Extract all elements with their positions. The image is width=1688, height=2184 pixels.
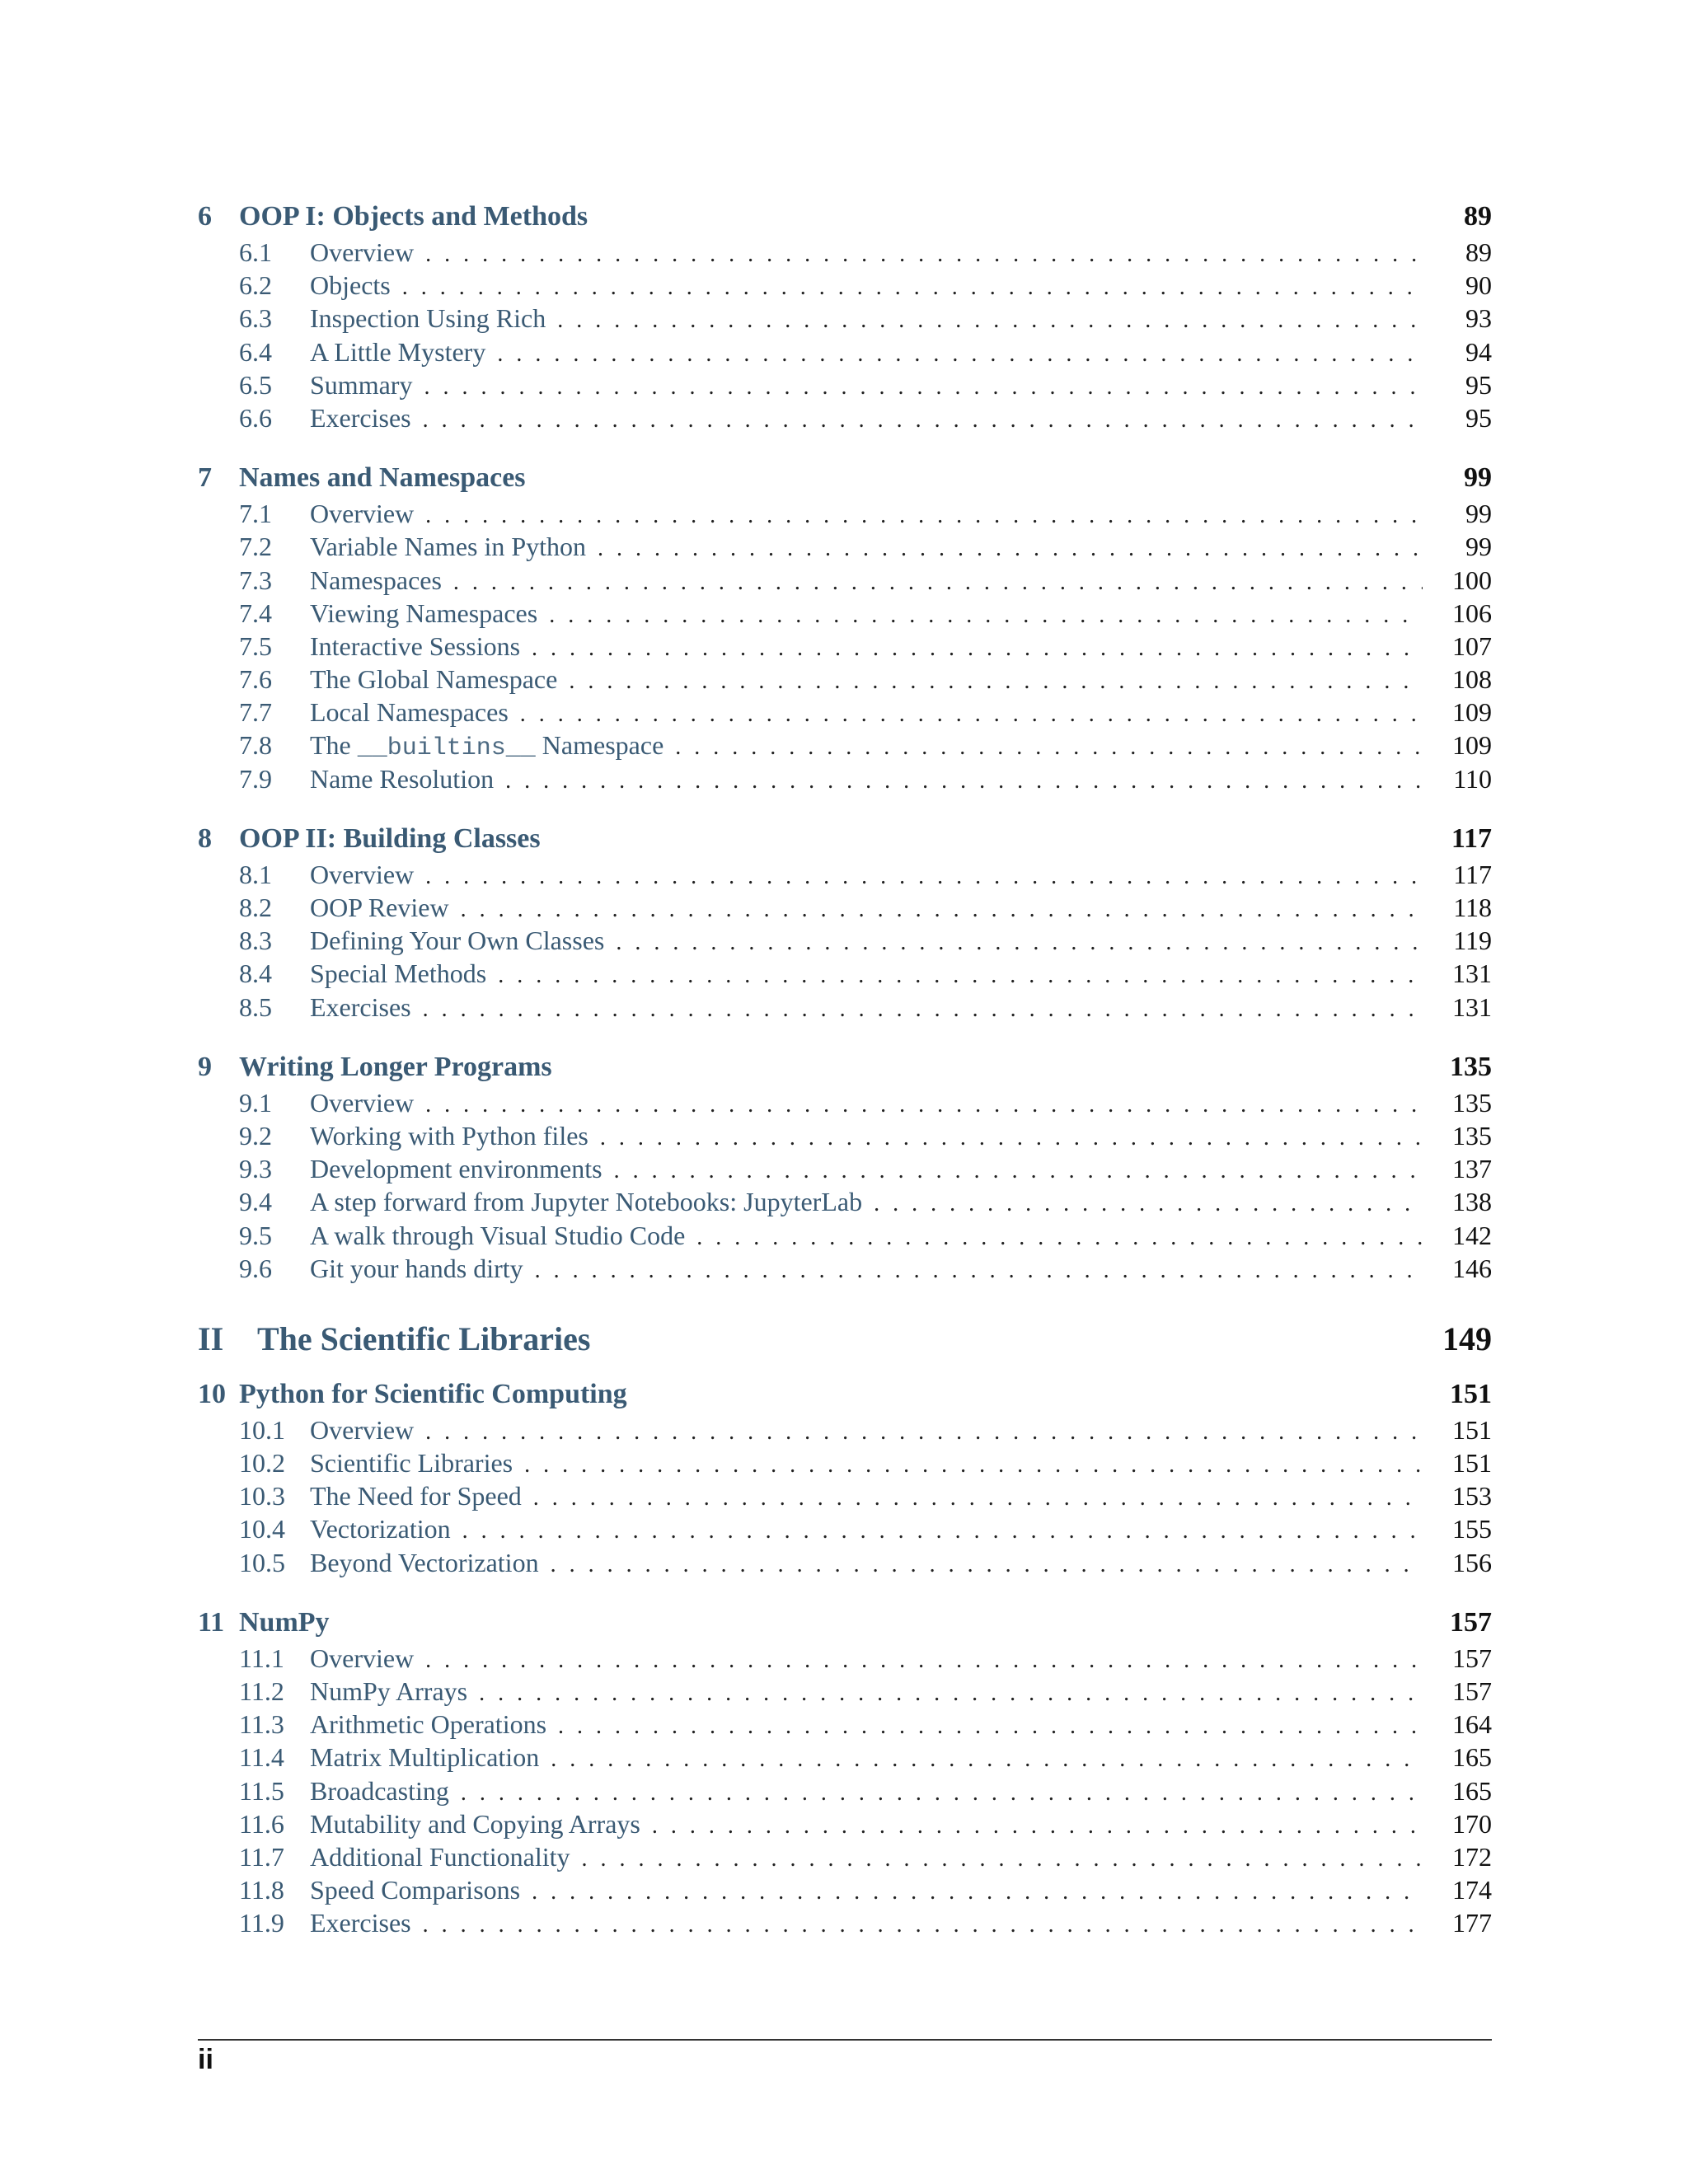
section-title-link[interactable]: Git your hands dirty bbox=[310, 1253, 523, 1283]
section-number: 6.6 bbox=[239, 402, 272, 433]
dot-leader bbox=[497, 338, 1423, 371]
section-title-link[interactable]: Local Namespaces bbox=[310, 697, 509, 728]
section-page-number: 164 bbox=[1452, 1709, 1492, 1740]
section-number: 8.4 bbox=[239, 958, 272, 989]
section-title-link[interactable]: Beyond Vectorization bbox=[310, 1547, 539, 1577]
section-number: 11.9 bbox=[239, 1908, 284, 1938]
dot-leader bbox=[424, 371, 1423, 404]
section-page-number: 142 bbox=[1452, 1220, 1492, 1250]
section-number: 11.5 bbox=[239, 1775, 284, 1806]
section-title-link[interactable] bbox=[310, 729, 663, 765]
dot-leader bbox=[425, 860, 1423, 893]
section-page-number: 177 bbox=[1452, 1908, 1492, 1938]
section-page-number: 165 bbox=[1452, 1775, 1492, 1806]
section-entry[interactable] bbox=[198, 1708, 1492, 1741]
section-title-link[interactable]: Additional Functionality bbox=[310, 1841, 570, 1872]
section-page-number: 153 bbox=[1452, 1481, 1492, 1511]
section-title-link[interactable]: Defining Your Own Classes bbox=[310, 926, 605, 956]
section-entry[interactable] bbox=[198, 497, 1492, 530]
chapter-page-number: 135 bbox=[1450, 1051, 1492, 1082]
section-title-link[interactable]: Broadcasting bbox=[310, 1775, 449, 1806]
section-number: 6.1 bbox=[239, 237, 272, 267]
section-page-number: 135 bbox=[1452, 1120, 1492, 1151]
section-number: 7.7 bbox=[239, 697, 272, 728]
dot-leader bbox=[462, 1515, 1423, 1548]
dot-leader bbox=[675, 731, 1423, 764]
section-title-link[interactable]: A Little Mystery bbox=[310, 336, 486, 367]
section-title-link[interactable]: Scientific Libraries bbox=[310, 1448, 513, 1479]
section-entry[interactable] bbox=[198, 1642, 1492, 1675]
part-page-number: 149 bbox=[1442, 1319, 1492, 1357]
section-number: 9.4 bbox=[239, 1187, 272, 1217]
chapter-number: 7 bbox=[198, 462, 212, 494]
section-title-link[interactable]: Overview bbox=[310, 237, 415, 267]
section-title-link[interactable]: Viewing Namespaces bbox=[310, 598, 538, 628]
dot-leader bbox=[461, 893, 1423, 926]
dot-leader bbox=[402, 271, 1423, 304]
section-title-pre: The bbox=[310, 730, 358, 761]
section-number: 11.8 bbox=[239, 1875, 284, 1905]
section-page-number: 135 bbox=[1452, 1087, 1492, 1118]
part-heading[interactable] bbox=[198, 1315, 1492, 1364]
section-entry[interactable] bbox=[198, 302, 1492, 335]
section-page-number: 94 bbox=[1465, 336, 1492, 367]
section-title-link[interactable]: Exercises bbox=[310, 991, 411, 1022]
section-number: 11.7 bbox=[239, 1841, 284, 1872]
part-title[interactable]: The Scientific Libraries bbox=[257, 1319, 591, 1357]
section-number: 9.2 bbox=[239, 1120, 272, 1151]
section-number: 9.5 bbox=[239, 1220, 272, 1250]
section-number: 7.6 bbox=[239, 664, 272, 695]
section-entry[interactable] bbox=[198, 1185, 1492, 1218]
section-page-number: 93 bbox=[1465, 303, 1492, 334]
section-number: 9.6 bbox=[239, 1253, 272, 1283]
dot-leader bbox=[505, 765, 1423, 798]
section-title-link[interactable]: Exercises bbox=[310, 402, 411, 433]
section-entry[interactable] bbox=[198, 1479, 1492, 1512]
section-number: 10.5 bbox=[239, 1547, 285, 1577]
section-number: 7.1 bbox=[239, 499, 272, 529]
section-title-link[interactable]: Overview bbox=[310, 1414, 415, 1445]
section-number: 9.1 bbox=[239, 1087, 272, 1118]
section-entry[interactable] bbox=[198, 1807, 1492, 1840]
section-number: 8.3 bbox=[239, 926, 272, 956]
chapter-page-number: 117 bbox=[1451, 823, 1492, 854]
section-page-number: 118 bbox=[1453, 893, 1492, 922]
chapter-title-link[interactable]: OOP II: Building Classes bbox=[239, 823, 541, 854]
section-number: 6.2 bbox=[239, 270, 272, 301]
section-page-number: 131 bbox=[1452, 958, 1492, 989]
dot-leader bbox=[461, 1777, 1423, 1810]
section-entry[interactable] bbox=[198, 269, 1492, 302]
section-number: 10.1 bbox=[239, 1414, 285, 1445]
chapter-page-number: 157 bbox=[1450, 1606, 1492, 1638]
section-entry[interactable] bbox=[198, 1774, 1492, 1807]
section-entry[interactable] bbox=[198, 564, 1492, 597]
section-title-link[interactable]: A walk through Visual Studio Code bbox=[310, 1220, 686, 1250]
section-page-number: 138 bbox=[1452, 1187, 1492, 1217]
chapter-title-link[interactable]: Names and Namespaces bbox=[239, 462, 526, 494]
chapter-title-link[interactable]: OOP I: Objects and Methods bbox=[239, 201, 588, 232]
section-entry[interactable] bbox=[198, 630, 1492, 663]
section-entry[interactable] bbox=[198, 1512, 1492, 1545]
table-of-contents bbox=[198, 198, 1492, 1965]
section-number: 6.5 bbox=[239, 369, 272, 400]
section-page-number: 95 bbox=[1465, 402, 1492, 433]
dot-leader bbox=[614, 1155, 1423, 1188]
dot-leader bbox=[549, 599, 1423, 632]
chapter-9 bbox=[198, 1048, 1492, 1285]
section-entry[interactable] bbox=[198, 1119, 1492, 1152]
section-page-number: 157 bbox=[1452, 1676, 1492, 1706]
section-number: 11.1 bbox=[239, 1643, 284, 1673]
section-entry[interactable] bbox=[198, 1446, 1492, 1479]
section-page-number: 100 bbox=[1452, 565, 1492, 595]
section-number: 8.5 bbox=[239, 991, 272, 1022]
section-number: 6.4 bbox=[239, 336, 272, 367]
section-page-number: 157 bbox=[1452, 1643, 1492, 1673]
chapter-10 bbox=[198, 1376, 1492, 1579]
chapter-heading[interactable] bbox=[198, 1048, 1492, 1086]
section-title-link[interactable]: Mutability and Copying Arrays bbox=[310, 1808, 640, 1839]
dot-leader bbox=[551, 1549, 1423, 1582]
section-title-post: Namespace bbox=[535, 730, 664, 761]
section-title-link[interactable]: A step forward from Jupyter Notebooks: JupyterLab bbox=[310, 1187, 863, 1217]
chapter-page-number: 89 bbox=[1464, 201, 1492, 232]
chapter-group-b bbox=[198, 1376, 1492, 1940]
dot-leader bbox=[425, 1644, 1423, 1677]
dot-leader bbox=[532, 632, 1423, 665]
dot-leader bbox=[425, 1089, 1423, 1122]
section-number: 10.3 bbox=[239, 1481, 285, 1511]
section-title-link[interactable]: The Need for Speed bbox=[310, 1481, 522, 1511]
chapter-page-number: 99 bbox=[1464, 462, 1492, 494]
chapter-heading[interactable] bbox=[198, 1376, 1492, 1413]
section-number: 11.3 bbox=[239, 1709, 284, 1740]
dot-leader bbox=[498, 959, 1423, 992]
section-entry[interactable] bbox=[198, 1675, 1492, 1708]
section-title-code: __builtins__ bbox=[357, 734, 536, 763]
section-entry[interactable] bbox=[198, 1546, 1492, 1579]
section-entry[interactable] bbox=[198, 368, 1492, 401]
dot-leader bbox=[558, 1710, 1423, 1743]
section-page-number: 172 bbox=[1452, 1841, 1492, 1872]
dot-leader bbox=[557, 304, 1423, 337]
section-page-number: 170 bbox=[1452, 1808, 1492, 1839]
chapter-group-a bbox=[198, 198, 1492, 1285]
dot-leader bbox=[423, 1909, 1423, 1942]
section-page-number: 146 bbox=[1452, 1253, 1492, 1283]
dot-leader bbox=[425, 499, 1423, 532]
chapter-number: 8 bbox=[198, 823, 212, 854]
chapter-number: 9 bbox=[198, 1051, 212, 1082]
section-page-number: 106 bbox=[1452, 598, 1492, 628]
section-number: 9.3 bbox=[239, 1154, 272, 1184]
section-entry[interactable] bbox=[198, 1873, 1492, 1906]
section-entry[interactable] bbox=[198, 663, 1492, 696]
chapter-heading[interactable] bbox=[198, 198, 1492, 236]
section-title-link[interactable]: Overview bbox=[310, 499, 415, 529]
section-title-link[interactable]: Working with Python files bbox=[310, 1120, 588, 1151]
section-page-number: 151 bbox=[1452, 1414, 1492, 1445]
section-entry[interactable] bbox=[198, 957, 1492, 990]
chapter-number: 10 bbox=[198, 1378, 226, 1409]
chapter-title-link[interactable]: NumPy bbox=[239, 1606, 330, 1638]
chapter-heading[interactable] bbox=[198, 459, 1492, 497]
chapter-heading[interactable] bbox=[198, 1604, 1492, 1642]
section-title-link[interactable]: Overview bbox=[310, 859, 415, 889]
section-title-link[interactable]: Arithmetic Operations bbox=[310, 1709, 547, 1740]
section-page-number: 109 bbox=[1452, 697, 1492, 728]
dot-leader bbox=[582, 1843, 1423, 1876]
section-entry[interactable] bbox=[198, 1413, 1492, 1446]
dot-leader bbox=[532, 1876, 1423, 1909]
dot-leader bbox=[616, 926, 1423, 959]
section-page-number: 119 bbox=[1453, 926, 1492, 956]
section-entry[interactable] bbox=[198, 1152, 1492, 1185]
section-page-number: 156 bbox=[1452, 1547, 1492, 1577]
section-title-link[interactable]: Matrix Multiplication bbox=[310, 1742, 540, 1773]
section-entry[interactable] bbox=[198, 1906, 1492, 1939]
dot-leader bbox=[425, 1416, 1423, 1449]
section-page-number: 151 bbox=[1452, 1448, 1492, 1479]
section-page-number: 99 bbox=[1465, 499, 1492, 529]
section-page-number: 110 bbox=[1453, 763, 1492, 794]
section-page-number: 155 bbox=[1452, 1514, 1492, 1544]
dot-leader bbox=[425, 238, 1423, 271]
section-entry[interactable] bbox=[198, 858, 1492, 891]
dot-leader bbox=[535, 1254, 1423, 1287]
section-title-link[interactable]: Variable Names in Python bbox=[310, 532, 587, 562]
section-entry[interactable] bbox=[198, 1840, 1492, 1873]
section-number: 7.4 bbox=[239, 598, 272, 628]
section-number: 8.1 bbox=[239, 859, 272, 889]
dot-leader bbox=[423, 993, 1423, 1026]
section-title-link[interactable]: Name Resolution bbox=[310, 763, 495, 794]
section-title-link[interactable]: Special Methods bbox=[310, 958, 487, 989]
section-title-link[interactable]: Exercises bbox=[310, 1908, 411, 1938]
section-number: 7.8 bbox=[239, 730, 272, 761]
dot-leader bbox=[598, 532, 1423, 565]
chapter-title-link[interactable]: Python for Scientific Computing bbox=[239, 1378, 627, 1409]
section-title-link[interactable]: Interactive Sessions bbox=[310, 630, 521, 661]
section-title-link[interactable]: The Global Namespace bbox=[310, 664, 558, 695]
dot-leader bbox=[652, 1810, 1423, 1843]
section-title-link[interactable]: Development environments bbox=[310, 1154, 603, 1184]
section-entry[interactable] bbox=[198, 530, 1492, 563]
section-page-number: 108 bbox=[1452, 664, 1492, 695]
section-number: 7.5 bbox=[239, 630, 272, 661]
section-title-link[interactable]: Overview bbox=[310, 1087, 415, 1118]
chapter-8 bbox=[198, 820, 1492, 1024]
dot-leader bbox=[479, 1677, 1423, 1710]
dot-leader bbox=[524, 1449, 1423, 1482]
section-number: 8.2 bbox=[239, 893, 272, 922]
chapter-6 bbox=[198, 198, 1492, 434]
section-entry[interactable] bbox=[198, 1219, 1492, 1252]
section-page-number: 174 bbox=[1452, 1875, 1492, 1905]
part-number: II bbox=[198, 1319, 224, 1357]
dot-leader bbox=[569, 665, 1423, 698]
section-entry[interactable] bbox=[198, 729, 1492, 762]
section-page-number: 99 bbox=[1465, 532, 1492, 562]
section-number: 6.3 bbox=[239, 303, 272, 334]
section-page-number: 137 bbox=[1452, 1154, 1492, 1184]
dot-leader bbox=[423, 404, 1423, 437]
section-entry[interactable] bbox=[198, 401, 1492, 434]
section-page-number: 117 bbox=[1453, 859, 1492, 889]
section-entry[interactable] bbox=[198, 1741, 1492, 1774]
dot-leader bbox=[533, 1482, 1423, 1515]
footer-page-number: ii bbox=[198, 2044, 213, 2075]
section-number: 10.4 bbox=[239, 1514, 285, 1544]
section-number: 11.6 bbox=[239, 1808, 284, 1839]
section-title-link[interactable]: NumPy Arrays bbox=[310, 1676, 468, 1706]
section-page-number: 95 bbox=[1465, 369, 1492, 400]
section-entry[interactable] bbox=[198, 236, 1492, 269]
dot-leader bbox=[874, 1188, 1423, 1221]
section-title-link[interactable]: Vectorization bbox=[310, 1514, 451, 1544]
section-page-number: 90 bbox=[1465, 270, 1492, 301]
section-number: 11.2 bbox=[239, 1676, 284, 1706]
section-title-link[interactable]: Namespaces bbox=[310, 565, 442, 595]
section-entry[interactable] bbox=[198, 924, 1492, 957]
section-entry[interactable] bbox=[198, 597, 1492, 630]
section-page-number: 109 bbox=[1452, 730, 1492, 761]
section-number: 10.2 bbox=[239, 1448, 285, 1479]
footer-divider bbox=[198, 2039, 1492, 2041]
section-entry[interactable] bbox=[198, 696, 1492, 729]
section-title-link[interactable]: Inspection Using Rich bbox=[310, 303, 546, 334]
section-page-number: 131 bbox=[1452, 991, 1492, 1022]
section-title-link[interactable]: Objects bbox=[310, 270, 391, 301]
dot-leader bbox=[600, 1122, 1423, 1155]
section-title-link[interactable]: OOP Review bbox=[310, 893, 449, 922]
chapter-number: 6 bbox=[198, 201, 212, 232]
chapter-page-number: 151 bbox=[1450, 1378, 1492, 1409]
chapter-heading[interactable] bbox=[198, 820, 1492, 858]
section-number: 7.3 bbox=[239, 565, 272, 595]
section-entry[interactable] bbox=[198, 891, 1492, 924]
dot-leader bbox=[551, 1743, 1423, 1776]
section-title-link[interactable]: Overview bbox=[310, 1643, 415, 1673]
section-page-number: 107 bbox=[1452, 630, 1492, 661]
section-title-link[interactable]: Speed Comparisons bbox=[310, 1875, 521, 1905]
section-entry[interactable] bbox=[198, 1252, 1492, 1285]
section-title-link[interactable]: Summary bbox=[310, 369, 413, 400]
dot-leader bbox=[520, 698, 1423, 731]
section-entry[interactable] bbox=[198, 762, 1492, 795]
section-number: 7.2 bbox=[239, 532, 272, 562]
section-entry[interactable] bbox=[198, 1086, 1492, 1119]
chapter-title-link[interactable]: Writing Longer Programs bbox=[239, 1051, 552, 1082]
chapter-number: 11 bbox=[198, 1606, 225, 1638]
section-page-number: 165 bbox=[1452, 1742, 1492, 1773]
section-entry[interactable] bbox=[198, 991, 1492, 1024]
section-entry[interactable] bbox=[198, 335, 1492, 368]
dot-leader bbox=[453, 566, 1423, 599]
dot-leader bbox=[696, 1221, 1423, 1254]
chapter-7 bbox=[198, 459, 1492, 795]
section-page-number: 89 bbox=[1465, 237, 1492, 267]
section-number: 7.9 bbox=[239, 763, 272, 794]
chapter-11 bbox=[198, 1604, 1492, 1940]
section-number: 11.4 bbox=[239, 1742, 284, 1773]
